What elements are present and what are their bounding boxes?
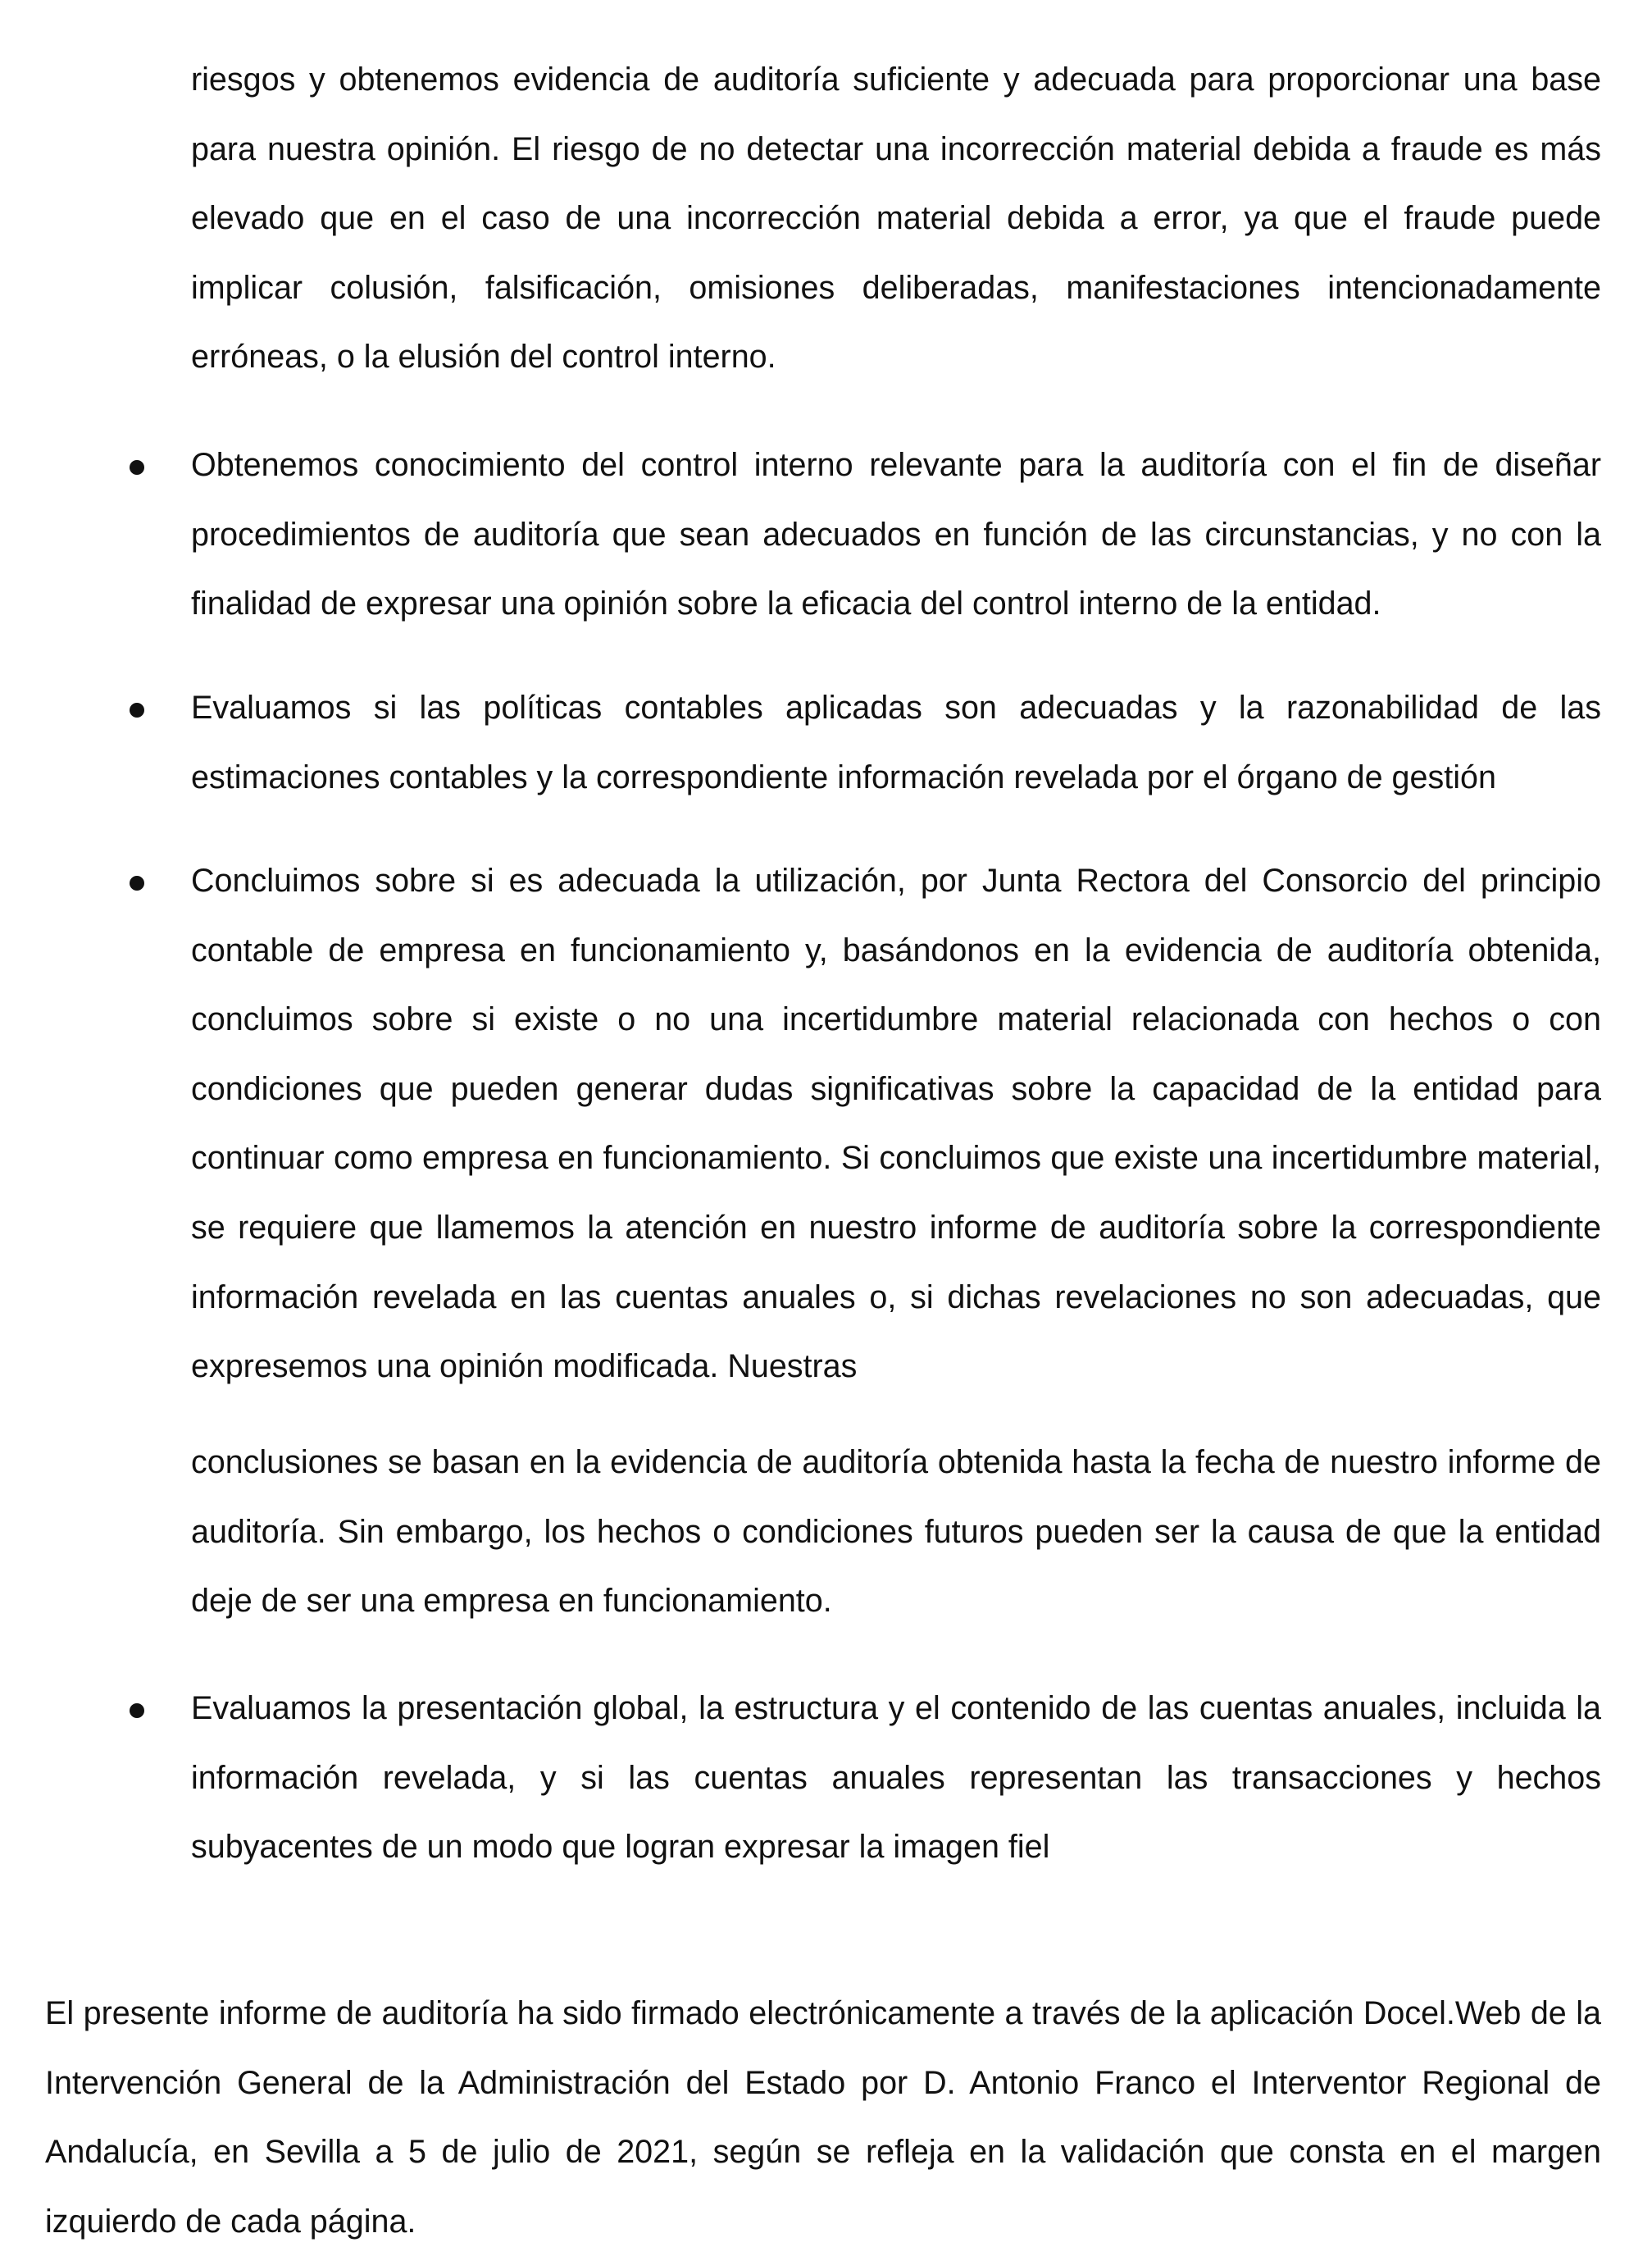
- bullet-icon: [130, 876, 144, 891]
- bullet-item-presentacion-global: Evaluamos la presentación global, la estructura y el contenido de las cuentas anuales, incluida la información revelada, y si las cuentas anuales representan las transacciones y hechos subyacentes de un modo que logran expresar la imagen fiel: [191, 1690, 1601, 1866]
- bullet-item-politicas-contables: Evaluamos si las políticas contables aplicadas son adecuadas y la razonabilidad de las estimaciones contables y la correspondiente información revelada por el órgano de gestión: [191, 690, 1601, 795]
- bullet-icon: [130, 703, 144, 718]
- bullet-icon: [130, 1703, 144, 1718]
- bullet-item-empresa-en-funcionamiento: Concluimos sobre si es adecuada la utilización, por Junta Rectora del Consorcio del principio contable de empresa en funcionamiento y, basándonos en la evidencia de auditoría obtenida, concluimos sobre si existe o no una incertidumbre material relacionada con hechos o con condiciones que pueden generar dudas significativas sobre la capacidad de la entidad para continuar como empresa en funcionamiento. Si concluimos que existe una incertidumbre material, se requiere que llamemos la atención en nuestro informe de auditoría sobre la correspondiente información revelada en las cuentas anuales o, si dichas revelaciones no son adecuadas, que expresemos una opinión modificada. Nuestras: [191, 863, 1601, 1385]
- bullet-item-control-interno: Obtenemos conocimiento del control interno relevante para la auditoría con el fin de diseñar procedimientos de auditoría que sean adecuados en función de las circunstancias, y no con la finalidad de expresar una opinión sobre la eficacia del control interno de la entidad.: [191, 447, 1601, 622]
- bullet-icon: [130, 460, 144, 475]
- closing-paragraph: El presente informe de auditoría ha sido firmado electrónicamente a través de la aplicación Docel.Web de la Intervención General de la Administración del Estado por D. Antonio Franco el Interventor Regional de Andalucía, en Sevilla a 5 de julio de 2021, según se refleja en la validación que consta en el margen izquierdo de cada página.: [45, 1995, 1601, 2240]
- bullet-item-empresa-en-funcionamiento-continuation: conclusiones se basan en la evidencia de auditoría obtenida hasta la fecha de nuestro informe de auditoría. Sin embargo, los hechos o condiciones futuros pueden ser la causa de que la entidad deje de ser una empresa en funcionamiento.: [191, 1444, 1601, 1620]
- continuation-paragraph: riesgos y obtenemos evidencia de auditoría suficiente y adecuada para proporcionar una base para nuestra opinión. El riesgo de no detectar una incorrección material debida a fraude es más elevado que en el caso de una incorrección material debida a error, ya que el fraude puede implicar colusión, falsificación, omisiones deliberadas, manifestaciones intencionadamente erróneas, o la elusión del control interno.: [191, 62, 1601, 376]
